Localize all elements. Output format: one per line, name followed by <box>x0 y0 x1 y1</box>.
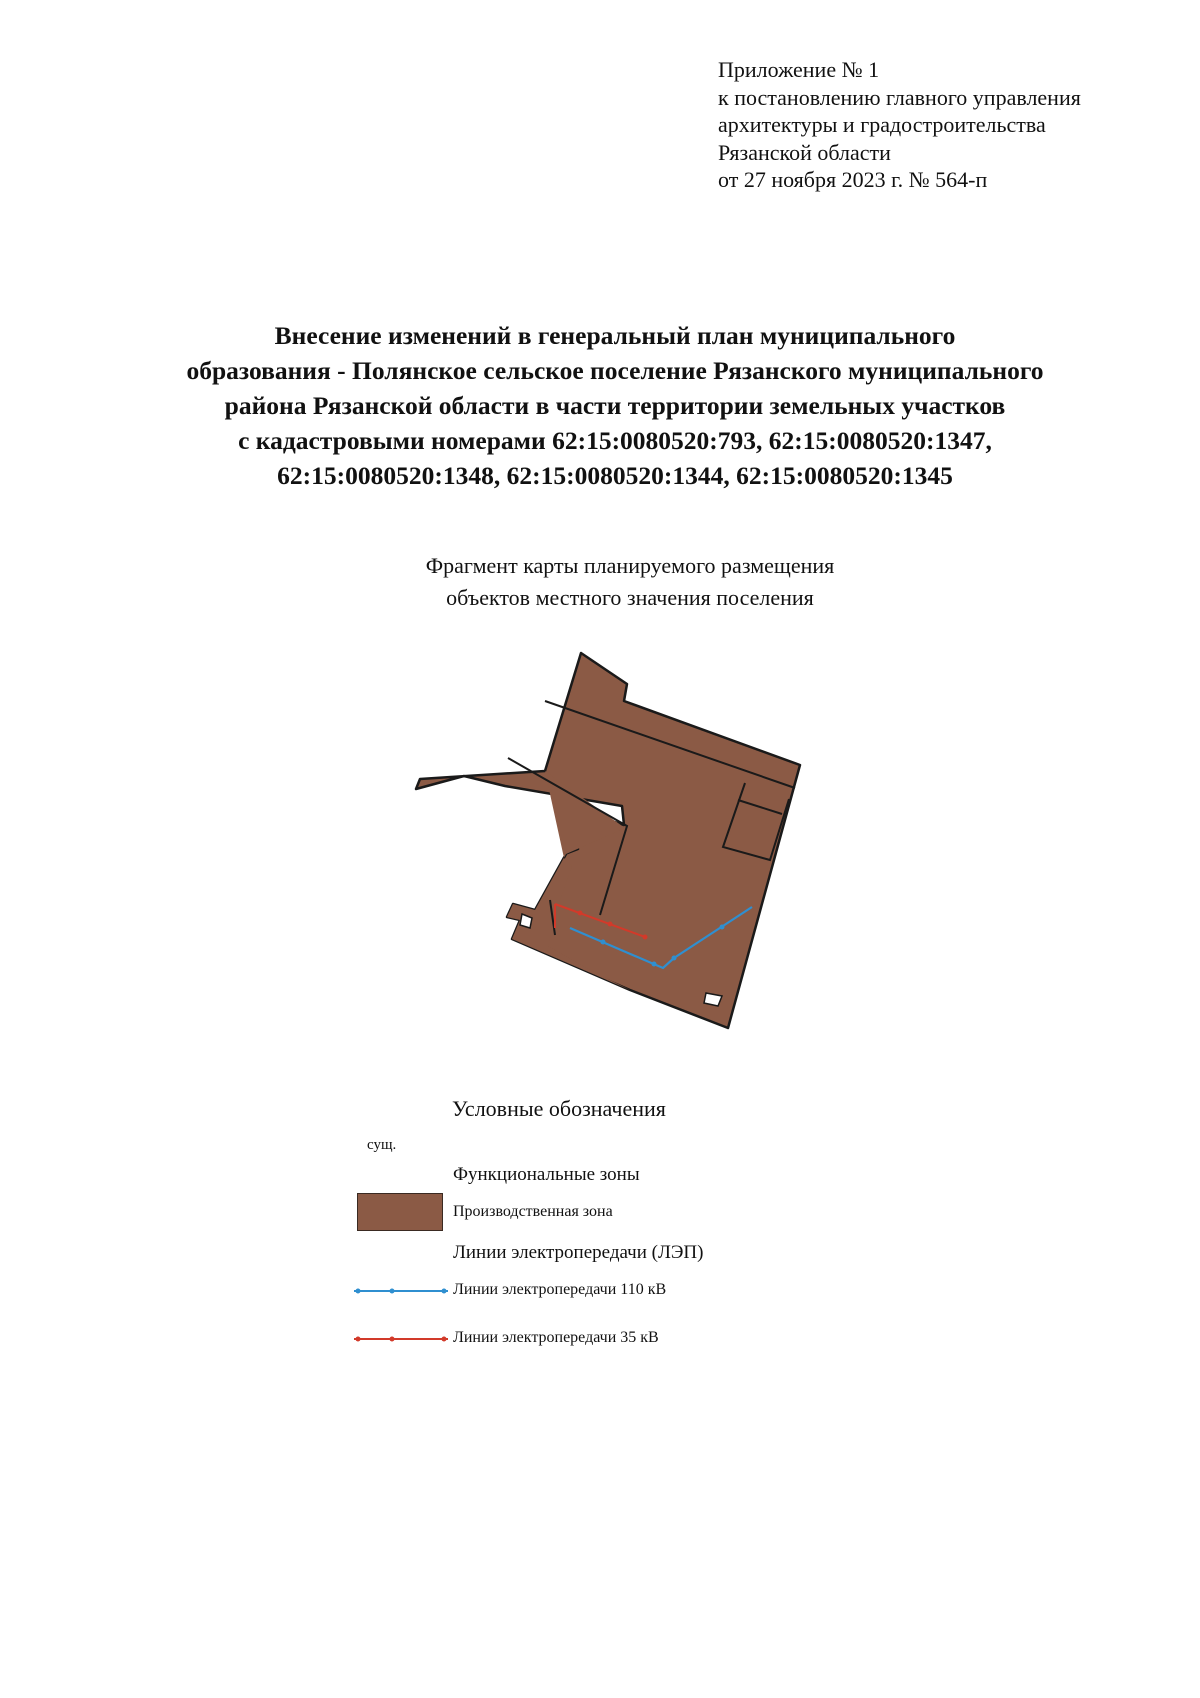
excluded-plot <box>704 993 722 1006</box>
map-caption-line: Фрагмент карты планируемого размещения <box>425 553 835 578</box>
appendix-block <box>718 56 1081 194</box>
map-fragment <box>330 640 810 1050</box>
appendix-line: Приложение № 1 <box>718 57 880 82</box>
title-line: Внесение изменений в генеральный план муниципального <box>274 321 956 350</box>
appendix-line: от 27 ноября 2023 г. № 564-п <box>718 167 988 192</box>
map-caption <box>300 550 960 614</box>
legend-status-label: сущ. <box>367 1137 397 1153</box>
legend-line-35kv-label: Линии электропередачи 35 кВ <box>453 1329 659 1346</box>
title-line: 62:15:0080520:1348, 62:15:0080520:1344, 62:15:0080520:1345 <box>277 461 953 490</box>
title-line: образования - Полянское сельское поселение Рязанского муниципального <box>186 356 1044 385</box>
appendix-line: Рязанской области <box>718 139 891 165</box>
document-title <box>60 318 1170 493</box>
production-zone-swatch <box>357 1193 443 1231</box>
legend-zones-heading: Функциональные зоны <box>453 1164 640 1185</box>
line-35kv-swatch <box>352 1332 452 1346</box>
appendix-line: архитектуры и градостроительства <box>718 112 1046 137</box>
title-line: района Рязанской области в части территории земельных участков <box>224 391 1006 420</box>
map-caption-line: объектов местного значения поселения <box>446 585 814 610</box>
legend-title: Условные обозначения <box>452 1096 666 1121</box>
legend-production-zone-label: Производственная зона <box>453 1203 613 1220</box>
legend-lines-heading: Линии электропередачи (ЛЭП) <box>453 1242 704 1263</box>
title-line: с кадастровыми номерами 62:15:0080520:793, 62:15:0080520:1347, <box>238 426 992 455</box>
production-zone-area <box>416 653 800 1028</box>
line-110kv-swatch <box>352 1284 452 1298</box>
appendix-line: к постановлению главного управления <box>718 84 1081 110</box>
legend-line-110kv-label: Линии электропередачи 110 кВ <box>453 1281 667 1298</box>
